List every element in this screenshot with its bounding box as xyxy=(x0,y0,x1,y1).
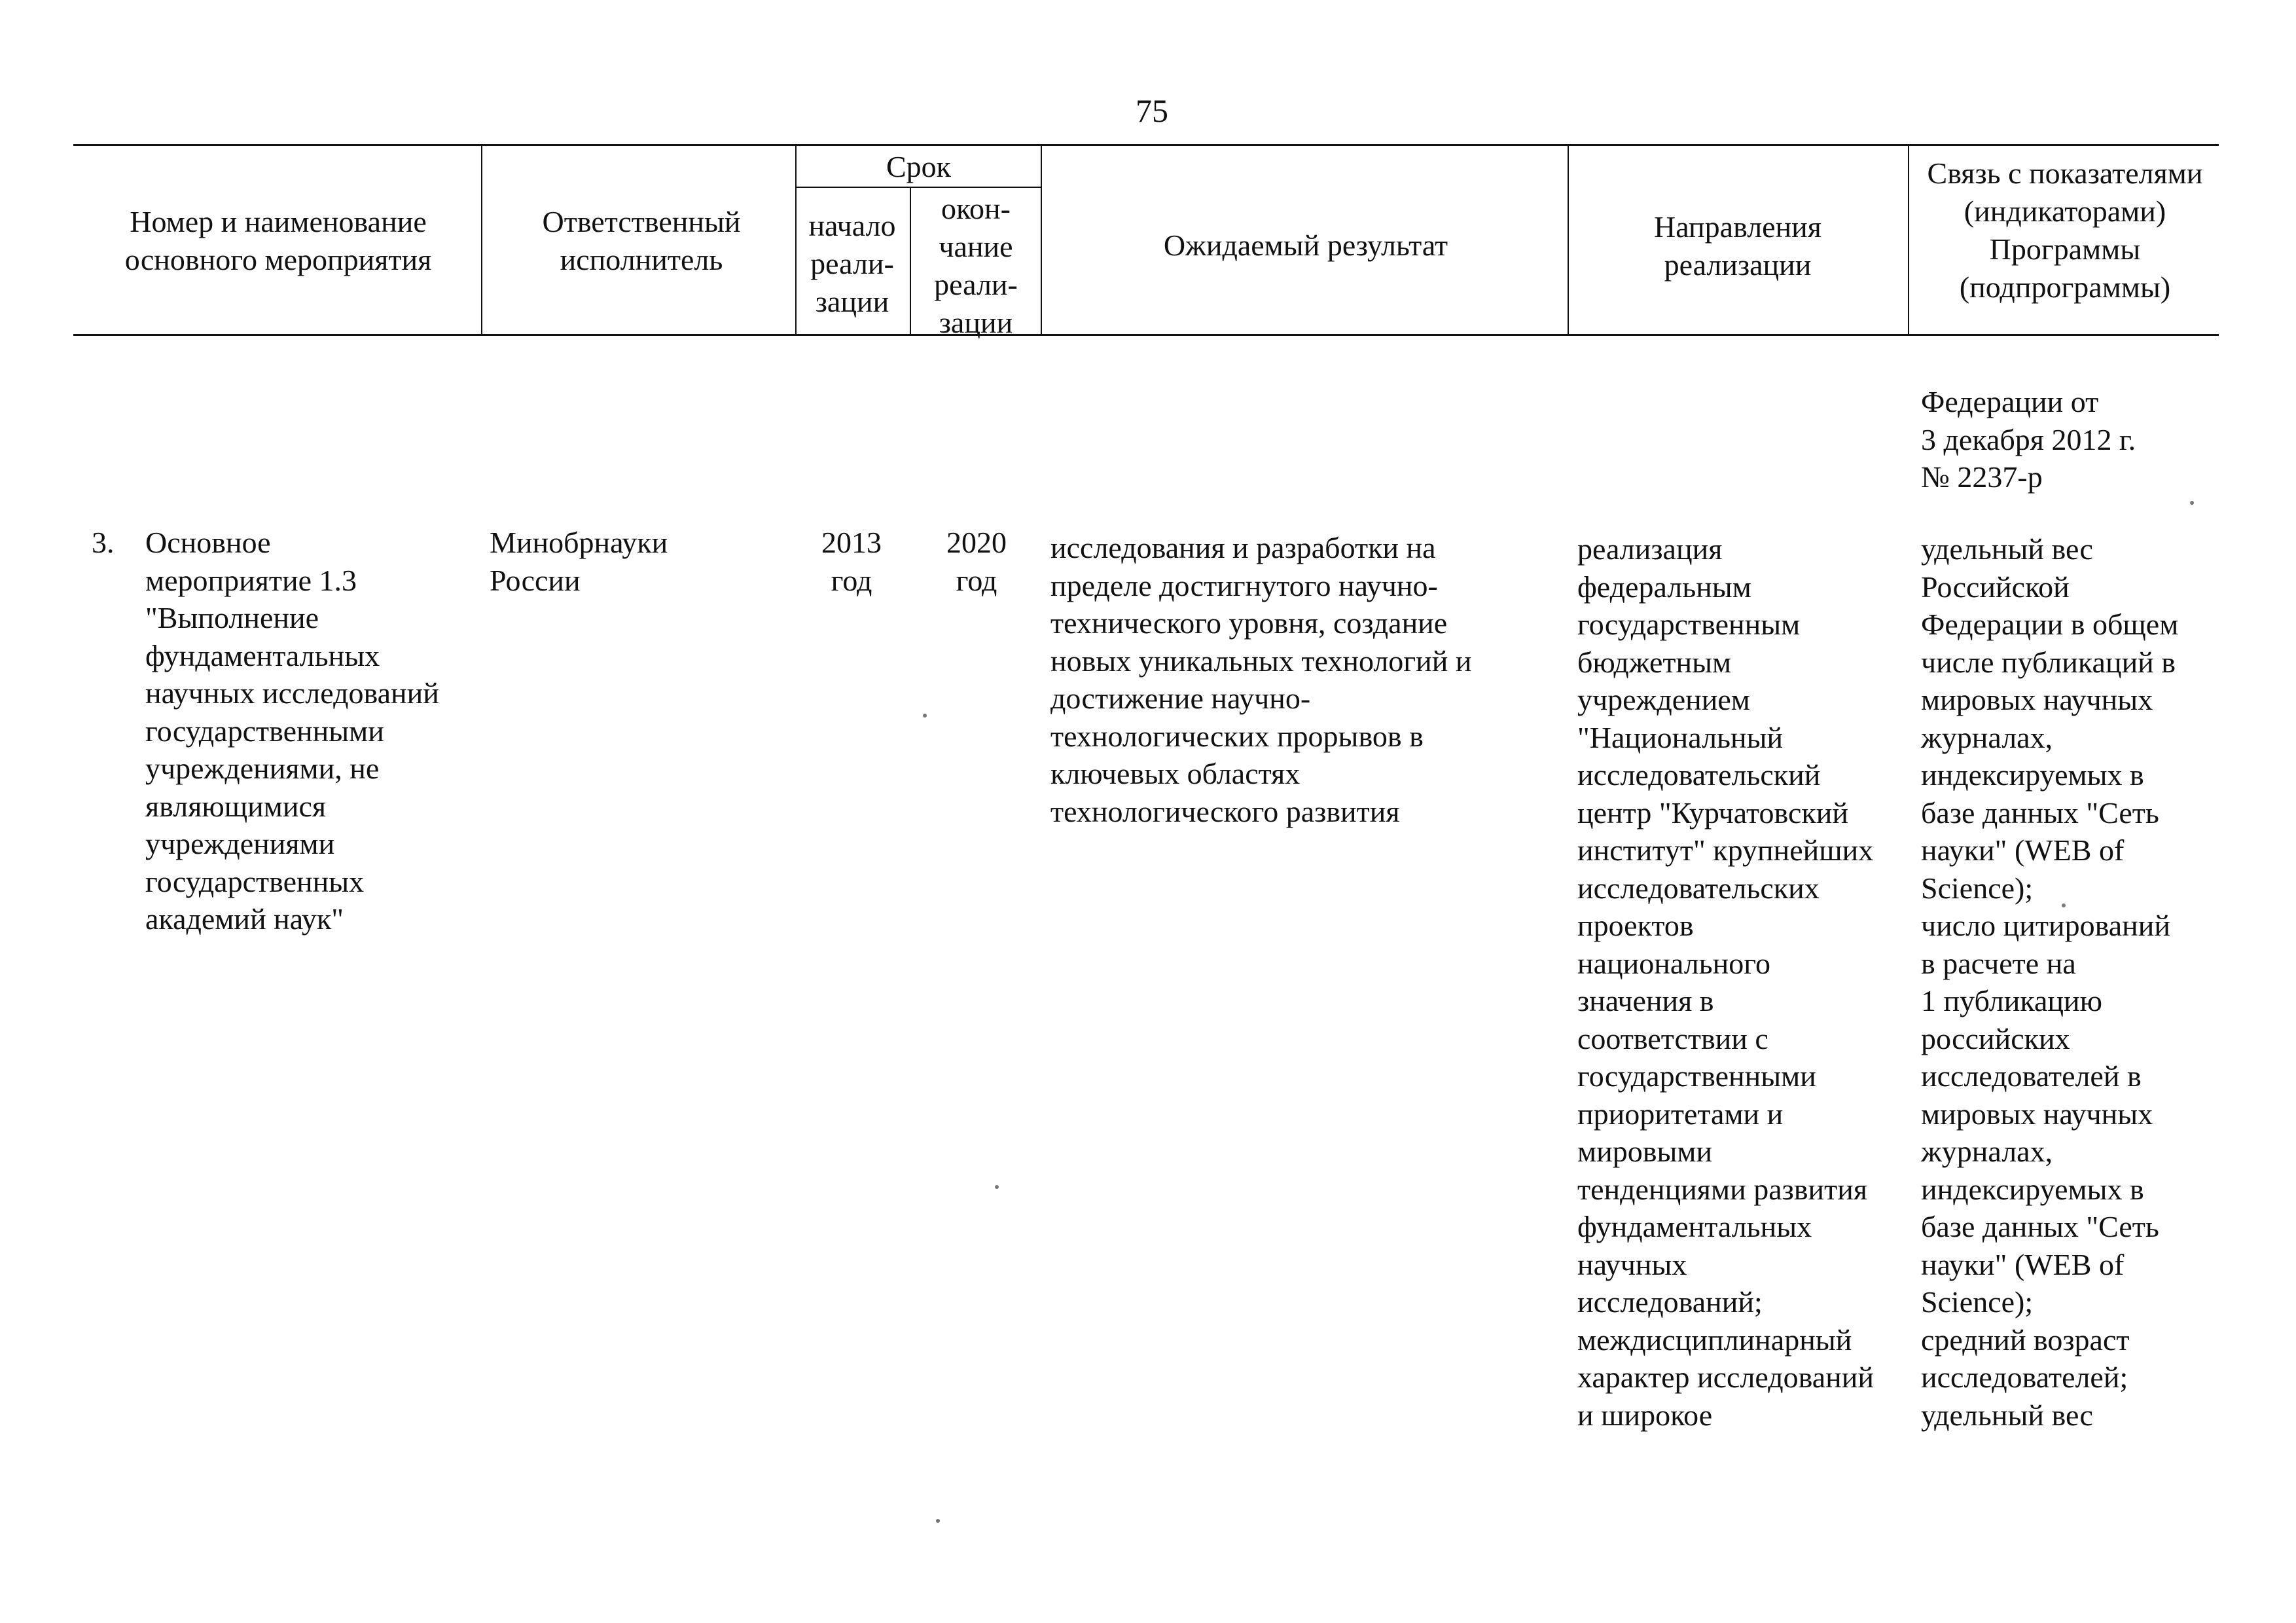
scan-speck xyxy=(2190,501,2194,505)
start-year xyxy=(802,524,901,599)
directions-line: мировыми xyxy=(1577,1135,1713,1168)
result-line: пределе достигнутого научно- xyxy=(1050,568,1438,602)
result-line: новых уникальных технологий и xyxy=(1050,644,1472,678)
directions-line: государственным xyxy=(1577,608,1801,641)
header-executor: Ответственный исполнитель xyxy=(542,205,741,276)
header-start: начало реали- зации xyxy=(808,209,896,318)
directions-line: реализация xyxy=(1577,532,1723,566)
result-line: технологического развития xyxy=(1050,794,1400,828)
scan-speck xyxy=(2062,903,2066,907)
col-divider-1 xyxy=(481,144,482,335)
header-indicators: Связь с показателями (индикаторами) Программы (подпрограммы) xyxy=(1927,156,2203,304)
directions-line: значения в xyxy=(1577,984,1714,1017)
header-result: Ожидаемый результат xyxy=(1163,228,1448,262)
header-main-activity: Номер и наименование основного мероприятия xyxy=(124,205,432,276)
indicators-line: мировых научных xyxy=(1921,683,2153,716)
scan-speck xyxy=(995,1185,999,1189)
directions-line: исследований; xyxy=(1577,1285,1763,1319)
indicators-line: российских xyxy=(1921,1021,2070,1055)
table-header-bottom-rule xyxy=(73,334,2219,336)
directions-line: соответствии с xyxy=(1577,1021,1768,1055)
activity-name xyxy=(145,524,439,938)
directions-line: исследовательский xyxy=(1577,758,1821,792)
carryover-line: 3 декабря 2012 г. xyxy=(1921,422,2136,456)
page-number: 75 xyxy=(1136,92,1168,129)
indicators-line: Федерации в общем xyxy=(1921,608,2179,641)
directions-line: исследовательских xyxy=(1577,871,1820,905)
srok-divider xyxy=(795,187,1041,188)
table-top-rule xyxy=(73,144,2219,146)
directions-line: институт" крупнейших xyxy=(1577,833,1874,867)
indicators-line: 1 публикацию xyxy=(1921,984,2103,1017)
end-year xyxy=(923,524,1030,599)
activity-name-line: мероприятие 1.3 xyxy=(145,563,357,597)
indicators-line: удельный вес xyxy=(1921,532,2093,566)
directions-line: приоритетами и xyxy=(1577,1097,1784,1131)
carryover-indicators xyxy=(1921,383,2136,496)
directions-line: характер исследований xyxy=(1577,1360,1874,1394)
col-divider-srok xyxy=(910,188,911,335)
directions xyxy=(1577,530,1874,1434)
indicators-line: исследователей в xyxy=(1921,1059,2142,1093)
activity-name-line: фундаментальных xyxy=(145,638,380,672)
directions-line: национального xyxy=(1577,946,1770,980)
directions-line: проектов xyxy=(1577,909,1694,942)
executor-line: Минобрнауки xyxy=(490,526,668,559)
indicators-line: в расчете на xyxy=(1921,946,2076,980)
indicators-line: число цитирований xyxy=(1921,909,2170,942)
directions-line: центр "Курчатовский xyxy=(1577,795,1848,830)
directions-line: фундаментальных xyxy=(1577,1210,1812,1243)
result-line: ключевых областях xyxy=(1050,757,1300,790)
indicators-line: Science); xyxy=(1921,871,2034,905)
scan-speck xyxy=(923,714,927,718)
directions-line: "Национальный xyxy=(1577,720,1784,754)
header-directions: Направления реализации xyxy=(1654,210,1821,282)
directions-line: и широкое xyxy=(1577,1398,1713,1432)
indicators xyxy=(1921,530,2178,1434)
directions-line: учреждением xyxy=(1577,683,1750,716)
indicators-line: журналах, xyxy=(1921,720,2053,754)
activity-name-line: учреждениями xyxy=(145,827,335,860)
indicators-line: исследователей; xyxy=(1921,1360,2128,1394)
indicators-line: индексируемых в xyxy=(1921,1172,2144,1206)
activity-name-line: научных исследований xyxy=(145,676,439,710)
indicators-line: мировых научных xyxy=(1921,1097,2153,1131)
activity-name-line: "Выполнение xyxy=(145,601,319,634)
col-divider-4 xyxy=(1568,144,1569,335)
directions-line: государственными xyxy=(1577,1059,1816,1093)
activity-name-line: государственных xyxy=(145,864,365,898)
indicators-line: Российской xyxy=(1921,570,2070,604)
col-divider-3 xyxy=(1041,144,1042,335)
expected-result xyxy=(1050,529,1472,830)
activity-name-line: учреждениями, не xyxy=(145,752,380,785)
activity-name-line: являющимися xyxy=(145,789,327,823)
start-year-line: год xyxy=(831,563,872,597)
end-year-line: 2020 xyxy=(946,526,1007,559)
indicators-line: индексируемых в xyxy=(1921,758,2144,792)
activity-name-line: академий наук" xyxy=(145,902,344,936)
result-line: технологических прорывов в xyxy=(1050,719,1424,753)
indicators-line: Science); xyxy=(1921,1285,2034,1319)
start-year-line: 2013 xyxy=(821,526,882,559)
result-line: достижение научно- xyxy=(1050,682,1311,715)
carryover-line: Федерации от xyxy=(1921,385,2099,418)
result-line: исследования и разработки на xyxy=(1050,531,1436,564)
col-divider-5 xyxy=(1908,144,1909,335)
activity-name-line: Основное xyxy=(145,526,271,559)
activity-name-line: государственными xyxy=(145,714,384,748)
row-number: 3. xyxy=(92,526,115,559)
header-end: окон- чание реали- зации xyxy=(934,192,1018,339)
end-year-line: год xyxy=(956,563,997,597)
indicators-line: науки" (WEB of xyxy=(1921,833,2125,867)
result-line: технического уровня, создание xyxy=(1050,606,1448,640)
indicators-line: базе данных "Сеть xyxy=(1921,795,2159,830)
header-srok: Срок xyxy=(886,150,952,183)
carryover-line: № 2237-р xyxy=(1921,460,2043,494)
scan-speck xyxy=(936,1519,940,1523)
indicators-line: удельный вес xyxy=(1921,1398,2093,1432)
directions-line: научных xyxy=(1577,1247,1687,1281)
directions-line: междисциплинарный xyxy=(1577,1322,1852,1357)
directions-line: бюджетным xyxy=(1577,645,1732,679)
directions-line: тенденциями развития xyxy=(1577,1172,1867,1206)
indicators-line: числе публикаций в xyxy=(1921,645,2176,679)
indicators-line: средний возраст xyxy=(1921,1322,2130,1357)
indicators-line: базе данных "Сеть xyxy=(1921,1210,2159,1243)
executor-line: России xyxy=(490,563,581,597)
indicators-line: науки" (WEB of xyxy=(1921,1247,2125,1281)
executor xyxy=(490,524,668,599)
directions-line: федеральным xyxy=(1577,570,1751,604)
indicators-line: журналах, xyxy=(1921,1135,2053,1168)
